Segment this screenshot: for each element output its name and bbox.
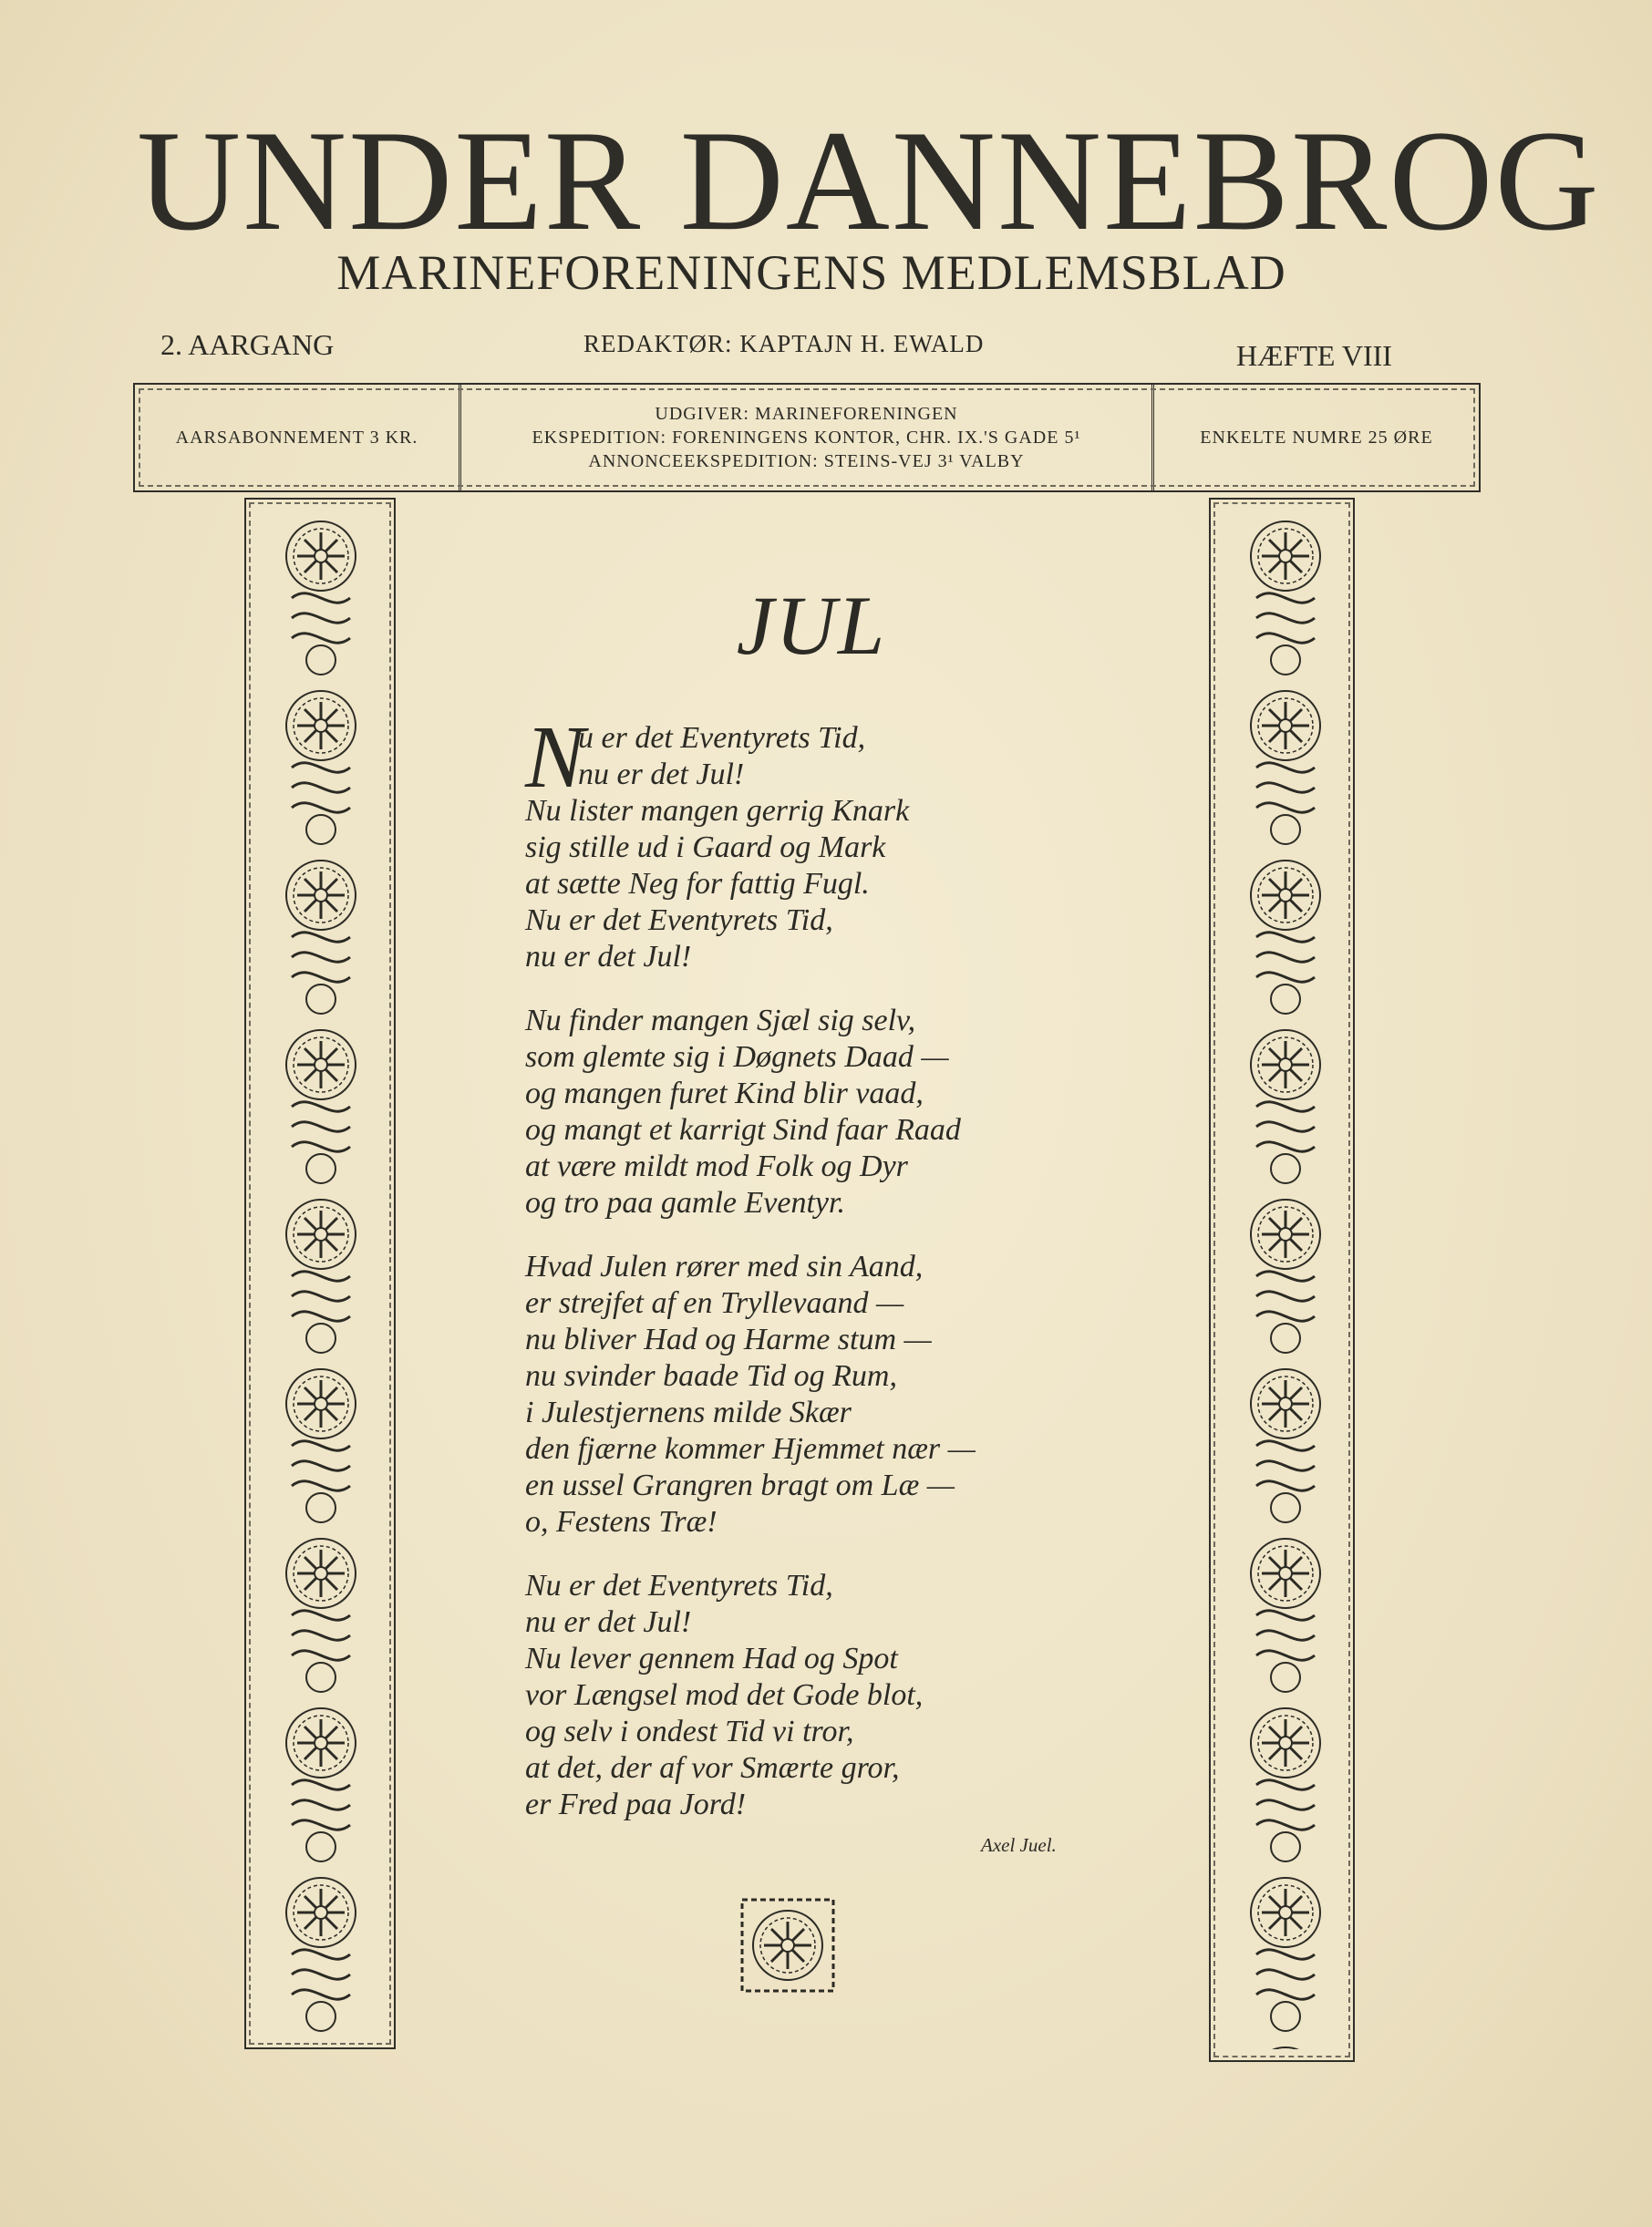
volume-label: 2. AARGANG [160, 328, 335, 361]
poem-line: som glemte sig i Døgnets Daad — [525, 1040, 949, 1074]
stanza-4 [525, 1568, 923, 1823]
poem-line: o, Festens Træ! [525, 1505, 718, 1539]
poem-author: Axel Juel. [981, 1834, 1057, 1856]
right-ornament-pattern [1222, 514, 1344, 2049]
poem-line: vor Længsel mod det Gode blot, [525, 1678, 924, 1712]
poem-line: og selv i ondest Tid vi tror, [525, 1715, 854, 1748]
poem-line: at det, der af vor Smærte gror, [525, 1751, 900, 1785]
poem-line: nu bliver Had og Harme stum — [525, 1323, 932, 1356]
left-ornament-pattern [257, 514, 385, 2036]
drop-cap: N [525, 708, 585, 807]
poem-line: Nu lister mangen gerrig Knark [525, 794, 910, 828]
poem-line: og mangen furet Kind blir vaad, [525, 1077, 924, 1110]
poem-line: Nu lever gennem Had og Spot [525, 1642, 898, 1675]
rosette-vignette-icon [738, 1896, 837, 1995]
poem-line: og mangt et karrigt Sind faar Raad [525, 1113, 961, 1147]
info-bar [133, 383, 1481, 492]
single-price-text: ENKELTE NUMRE 25 ØRE [1200, 428, 1433, 448]
poem-line: u er det Eventyrets Tid, [578, 721, 866, 755]
publisher-box [459, 385, 1154, 490]
issue-label: HÆFTE VIII [1236, 339, 1392, 372]
poem-line: og tro paa gamle Eventyr. [525, 1186, 845, 1220]
stanza-2 [525, 1003, 961, 1222]
poem-line: Hvad Julen rører med sin Aand, [525, 1250, 924, 1284]
poem-line: Nu finder mangen Sjæl sig selv, [525, 1004, 916, 1037]
poem-line: at sætte Neg for fattig Fugl. [525, 867, 870, 901]
poem-line: nu er det Jul! [525, 1605, 692, 1639]
poem-line: Nu er det Eventyrets Tid, [525, 1569, 833, 1603]
poem-line: nu svinder baade Tid og Rum, [525, 1359, 897, 1393]
poem-line: nu er det Jul! [525, 940, 692, 974]
poem-line: er strejfet af en Tryllevaand — [525, 1286, 904, 1320]
single-price-box [1154, 385, 1479, 490]
poem-line: Nu er det Eventyrets Tid, [525, 903, 833, 937]
poem-line: den fjærne kommer Hjemmet nær — [525, 1432, 976, 1466]
poem-line: nu er det Jul! [578, 758, 745, 791]
stanza-3 [525, 1249, 976, 1541]
masthead-subtitle: MARINEFORENINGENS MEDLEMSBLAD [336, 245, 1286, 300]
poem-line: en ussel Grangren bragt om Læ — [525, 1469, 955, 1502]
editor-label: REDAKTØR: KAPTAJN H. EWALD [583, 330, 985, 357]
right-ornament-border [1209, 498, 1355, 2062]
subscription-text: AARSABONNEMENT 3 KR. [175, 428, 418, 448]
poem-line: at være mildt mod Folk og Dyr [525, 1150, 908, 1183]
publisher-text: UDGIVER: MARINEFORENINGEN [655, 404, 958, 424]
ads-text: ANNONCEEKSPEDITION: STEINS-VEJ 3¹ VALBY [588, 451, 1025, 471]
poem-line: i Julestjernens milde Skær [525, 1396, 852, 1429]
left-ornament-border [244, 498, 396, 2049]
poem-line: sig stille ud i Gaard og Mark [525, 830, 886, 864]
poem-title: JUL [736, 579, 887, 672]
subscription-box [135, 385, 459, 490]
poem-line: er Fred paa Jord! [525, 1788, 747, 1821]
stanza-1 [525, 708, 910, 975]
masthead-title: UNDER DANNEBROG [137, 101, 1601, 261]
dispatch-text: EKSPEDITION: FORENINGENS KONTOR, CHR. IX.'S GADE 5¹ [532, 428, 1081, 448]
